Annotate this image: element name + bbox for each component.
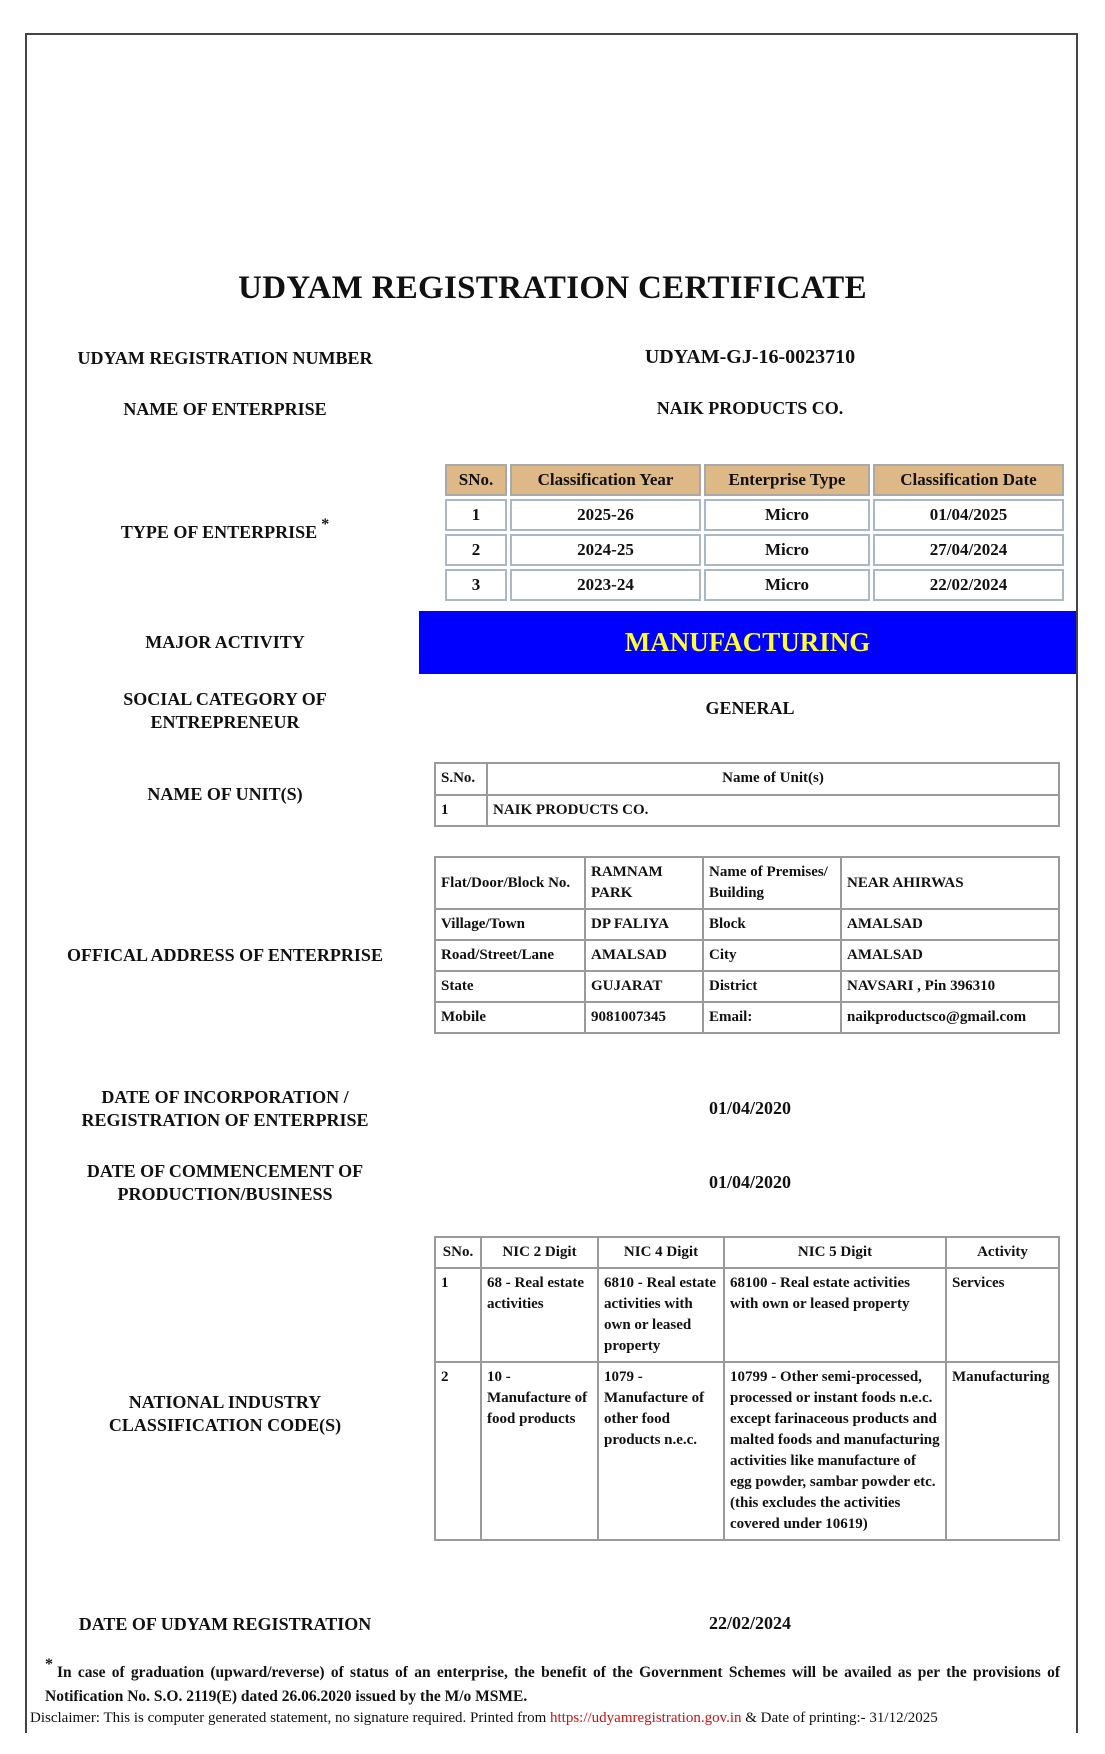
cell-field: Email: xyxy=(703,1002,841,1033)
cell-year: 2024-25 xyxy=(510,534,701,566)
social-category-label-line1: SOCIAL CATEGORY OF xyxy=(123,689,327,709)
registration-number-value: UDYAM-GJ-16-0023710 xyxy=(644,346,856,368)
table-row xyxy=(435,909,1059,940)
commencement-label xyxy=(40,1160,410,1206)
table-row xyxy=(445,569,1064,601)
units-label: NAME OF UNIT(S) xyxy=(147,784,303,804)
header-nic4: NIC 4 Digit xyxy=(598,1237,724,1268)
cell-value: DP FALIYA xyxy=(585,909,703,940)
incorporation-value: 01/04/2020 xyxy=(708,1098,791,1118)
nic-label-line2: CLASSIFICATION CODE(S) xyxy=(108,1415,342,1435)
cell-field: Block xyxy=(703,909,841,940)
cell-value: 9081007345 xyxy=(585,1002,703,1033)
table-row xyxy=(435,1362,1059,1540)
cell-nic5: 68100 - Real estate activities with own or leased property xyxy=(724,1268,946,1362)
footnote-text: In case of graduation (upward/reverse) of status of an enterprise, the benefit of the Government Schemes will be availed as per the provisions of Notification No. S.O. 2119(E) dated 26.06.2020 issued by the M/o MSME. xyxy=(45,1664,1060,1706)
table-row xyxy=(435,857,1059,909)
cell-nic2: 68 - Real estate activities xyxy=(481,1268,598,1362)
table-row xyxy=(435,971,1059,1002)
table-row xyxy=(445,534,1064,566)
cell-field: District xyxy=(703,971,841,1002)
major-activity-banner: MANUFACTURING xyxy=(419,611,1076,674)
social-category-label xyxy=(40,688,410,734)
enterprise-name-value: NAIK PRODUCTS CO. xyxy=(656,398,844,418)
cell-date: 22/02/2024 xyxy=(873,569,1064,601)
cell-field: State xyxy=(435,971,585,1002)
cell-field: Village/Town xyxy=(435,909,585,940)
table-row xyxy=(435,1002,1059,1033)
address-label: OFFICAL ADDRESS OF ENTERPRISE xyxy=(67,945,383,965)
asterisk-marker: * xyxy=(321,516,330,533)
header-classification-date: Classification Date xyxy=(873,464,1064,496)
header-nic2: NIC 2 Digit xyxy=(481,1237,598,1268)
classification-table xyxy=(442,461,1067,604)
cell-field: City xyxy=(703,940,841,971)
enterprise-type-label-text: TYPE OF ENTERPRISE xyxy=(120,522,318,542)
footnote-asterisk: * xyxy=(45,1656,53,1673)
cell-value: AMALSAD xyxy=(841,940,1059,971)
cell-field: Mobile xyxy=(435,1002,585,1033)
cell-sno: 1 xyxy=(435,1268,481,1362)
header-sno: SNo. xyxy=(445,464,507,496)
cell-value: AMALSAD xyxy=(585,940,703,971)
cell-nic5: 10799 - Other semi-processed, processed or instant foods n.e.c. except farinaceous products and malted foods and manufacturing activities like manufacture of egg powder, sambar powder etc. (this excludes the activities covered under 10619) xyxy=(724,1362,946,1540)
nic-label xyxy=(40,1391,410,1437)
incorporation-label-line2: REGISTRATION OF ENTERPRISE xyxy=(81,1110,369,1130)
address-table xyxy=(434,856,1060,1034)
registration-number-label: UDYAM REGISTRATION NUMBER xyxy=(77,348,373,368)
commencement-label-line1: DATE OF COMMENCEMENT OF xyxy=(86,1161,364,1181)
email-link[interactable]: naikproductsco@gmail.com xyxy=(841,1002,1059,1033)
cell-nic2: 10 - Manufacture of food products xyxy=(481,1362,598,1540)
cell-activity: Manufacturing xyxy=(946,1362,1059,1540)
cell-type: Micro xyxy=(704,569,870,601)
header-sno: S.No. xyxy=(435,763,487,795)
enterprise-name-label: NAME OF ENTERPRISE xyxy=(123,399,327,419)
certificate-title: UDYAM REGISTRATION CERTIFICATE xyxy=(238,270,867,306)
cell-nic4: 1079 - Manufacture of other food products n.e.c. xyxy=(598,1362,724,1540)
social-category-value: GENERAL xyxy=(705,698,795,718)
cell-date: 01/04/2025 xyxy=(873,499,1064,531)
units-table xyxy=(434,762,1060,827)
cell-unit-name: NAIK PRODUCTS CO. xyxy=(487,795,1059,826)
incorporation-label xyxy=(40,1086,410,1132)
udyam-date-value: 22/02/2024 xyxy=(708,1613,791,1633)
header-unit-name: Name of Unit(s) xyxy=(487,763,1059,795)
commencement-value: 01/04/2020 xyxy=(708,1172,791,1192)
cell-value: GUJARAT xyxy=(585,971,703,1002)
table-row xyxy=(435,940,1059,971)
classification-header-row xyxy=(445,464,1064,496)
cell-field: Road/Street/Lane xyxy=(435,940,585,971)
cell-value: NAVSARI , Pin 396310 xyxy=(841,971,1059,1002)
cell-activity: Services xyxy=(946,1268,1059,1362)
cell-type: Micro xyxy=(704,534,870,566)
cell-year: 2023-24 xyxy=(510,569,701,601)
incorporation-label-line1: DATE OF INCORPORATION / xyxy=(101,1087,349,1107)
cell-value: NEAR AHIRWAS xyxy=(841,857,1059,909)
nic-header-row xyxy=(435,1237,1059,1268)
disclaimer-prefix: Disclaimer: This is computer generated statement, no signature required. Printed from xyxy=(30,1710,550,1726)
disclaimer xyxy=(30,1710,1075,1727)
table-row xyxy=(435,1268,1059,1362)
cell-field: Name of Premises/ Building xyxy=(703,857,841,909)
cell-value: RAMNAM PARK xyxy=(585,857,703,909)
major-activity-label: MAJOR ACTIVITY xyxy=(145,632,305,652)
nic-table xyxy=(434,1236,1060,1541)
cell-date: 27/04/2024 xyxy=(873,534,1064,566)
cell-field: Flat/Door/Block No. xyxy=(435,857,585,909)
cell-nic4: 6810 - Real estate activities with own or leased property xyxy=(598,1268,724,1362)
footnote xyxy=(45,1655,1060,1709)
cell-type: Micro xyxy=(704,499,870,531)
cell-value: AMALSAD xyxy=(841,909,1059,940)
cell-sno: 2 xyxy=(445,534,507,566)
udyam-website-link[interactable]: https://udyamregistration.gov.in xyxy=(550,1710,742,1726)
table-row xyxy=(435,795,1059,826)
cell-year: 2025-26 xyxy=(510,499,701,531)
cell-sno: 2 xyxy=(435,1362,481,1540)
header-activity: Activity xyxy=(946,1237,1059,1268)
nic-label-line1: NATIONAL INDUSTRY xyxy=(128,1392,322,1412)
cell-sno: 1 xyxy=(445,499,507,531)
cell-sno: 1 xyxy=(435,795,487,826)
social-category-label-line2: ENTREPRENEUR xyxy=(150,712,300,732)
disclaimer-suffix: & Date of printing:- 31/12/2025 xyxy=(741,1710,938,1726)
header-classification-year: Classification Year xyxy=(510,464,701,496)
cell-sno: 3 xyxy=(445,569,507,601)
header-sno: SNo. xyxy=(435,1237,481,1268)
table-row xyxy=(445,499,1064,531)
units-header-row xyxy=(435,763,1059,795)
header-nic5: NIC 5 Digit xyxy=(724,1237,946,1268)
udyam-date-label: DATE OF UDYAM REGISTRATION xyxy=(78,1614,372,1634)
header-enterprise-type: Enterprise Type xyxy=(704,464,870,496)
enterprise-type-label xyxy=(40,515,410,544)
commencement-label-line2: PRODUCTION/BUSINESS xyxy=(117,1184,333,1204)
